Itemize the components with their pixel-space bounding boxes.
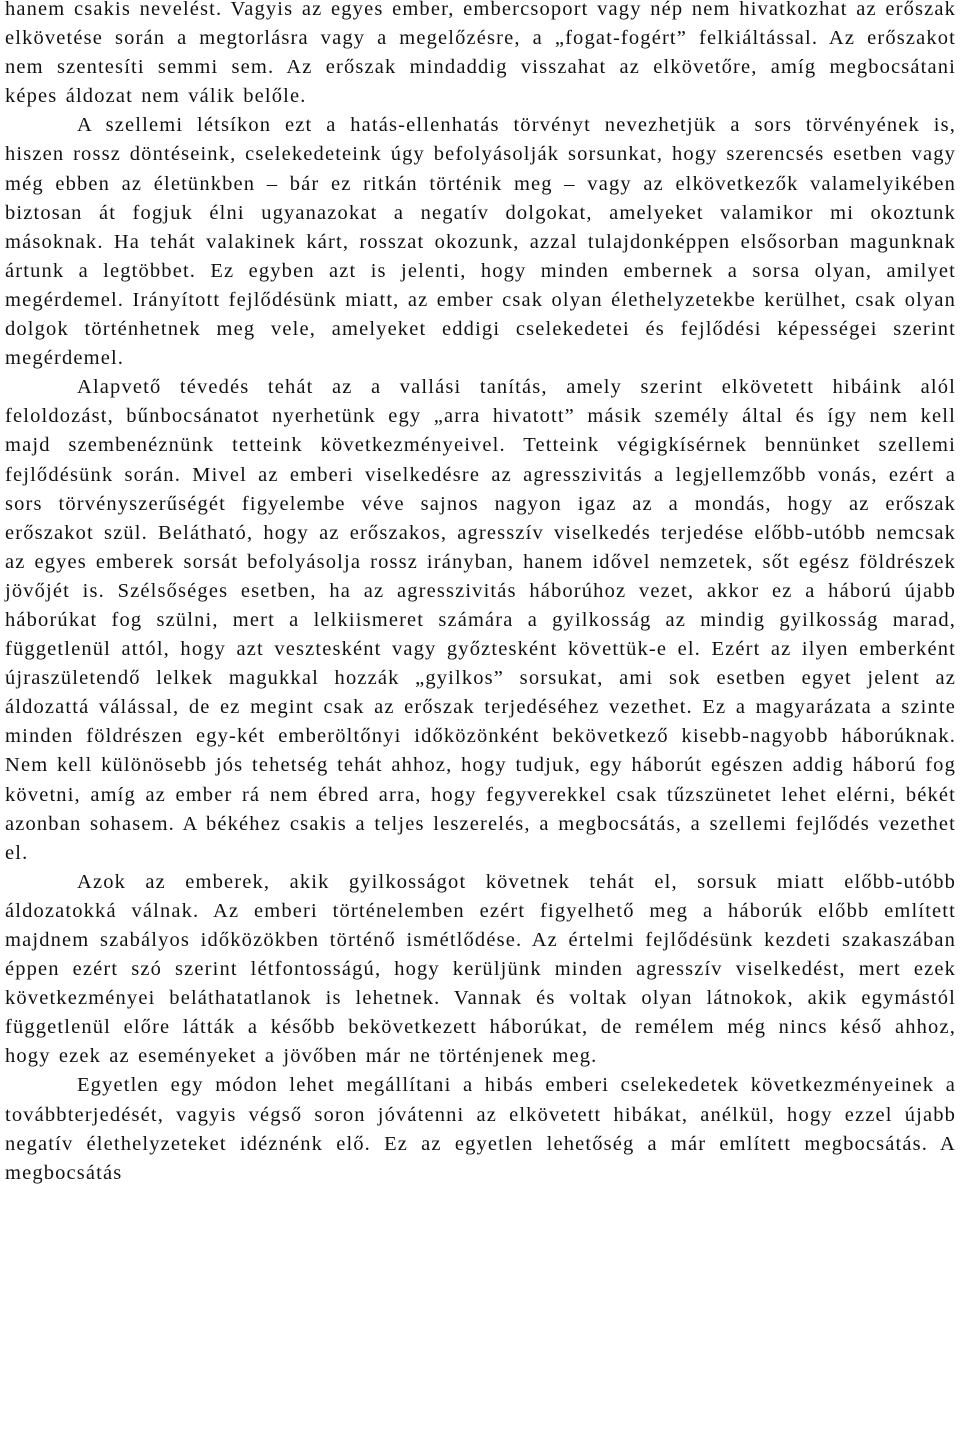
paragraph-3: Alapvető tévedés tehát az a vallási tanítás, amely szerint elkövetett hibáink alól feloldozást, bűnbocsánatot nyerhetünk egy „arra hivatott” másik személy által és így nem kell majd szembenéznünk tetteink következményeivel. Tetteink végigkísérnek bennünket szellemi fejlődésünk során. Mivel az emberi viselkedésre az agresszivitás a legjellemzőbb vonás, ezért a sors törvényszerűségét figyelembe véve sajnos nagyon igaz az a mondás, hogy az erőszak erőszakot szül. Belátható, hogy az erőszakos, agresszív viselkedés terjedése előbb-utóbb nemcsak az egyes emberek sorsát befolyásolja rossz irányban, hanem idővel nemzetek, sőt egész földrészek jövőjét is. Szélsőséges esetben, ha az agresszivitás háborúhoz vezet, akkor ez a háború újabb háborúkat fog szülni, mert a lelkiismeret számára a gyilkosság az mindig gyilkosság marad, függetlenül attól, hogy azt vesztesként vagy győztesként követtük-e el. Ezért az ilyen emberként újraszületendő lelkek magukkal hozzák „gyilkos” sorsukat, ami sok esetben egyet jelent az áldozattá válással, de ez megint csak az erőszak terjedéséhez vezethet. Ez a magyarázata a szinte minden földrészen egy-két emberöltőnyi időközönként bekövetkező kisebb-nagyobb háborúknak. Nem kell különösebb jós tehetség tehát ahhoz, hogy tudjuk, egy háborút egészen addig háború fog követni, amíg az ember rá nem ébred arra, hogy fegyverekkel csak tűzszünetet lehet elérni, békét azonban sohasem. A békéhez csakis a teljes leszerelés, a megbocsátás, a szellemi fejlődés vezethet el. [5, 376, 956, 864]
paragraph-2: A szellemi létsíkon ezt a hatás-ellenhatás törvényt nevezhetjük a sors törvényének is, hiszen rossz döntéseink, cselekedeteink úgy befolyásolják sorsunkat, hogy szerencsés esetben vagy még ebben az életünkben – bár ez ritkán történik meg – vagy az elkövetkezők valamelyikében biztosan át fogjuk élni ugyanazokat a negatív dolgokat, amelyeket valamikor mi okoztunk másoknak. Ha tehát valakinek kárt, rosszat okozunk, azzal tulajdonképpen elsősorban magunknak ártunk a legtöbbet. Ez egyben azt is jelenti, hogy minden embernek a sorsa olyan, amilyet megérdemel. Irányított fejlődésünk miatt, az ember csak olyan élethelyzetekbe kerülhet, csak olyan dolgok történhetnek meg vele, amelyeket eddigi cselekedetei és fejlődési képességei szerint megérdemel. [5, 114, 956, 370]
paragraph-4: Azok az emberek, akik gyilkosságot követnek tehát el, sorsuk miatt előbb-utóbb áldozatokká válnak. Az emberi történelemben ezért figyelhető meg a háborúk előbb említett majdnem szabályos időközökben történő ismétlődése. Az értelmi fejlődésünk kezdeti szakaszában éppen ezért szó szerint létfontosságú, hogy kerüljünk minden agresszív viselkedést, mert ezek következményei beláthatatlanok is lehetnek. Vannak és voltak olyan látnokok, akik egymástól függetlenül előre látták a később bekövetkezett háborúkat, de remélem még nincs késő ahhoz, hogy ezek az eseményeket a jövőben már ne történjenek meg. [5, 870, 956, 1068]
paragraph-5: Egyetlen egy módon lehet megállítani a hibás emberi cselekedetek következményeinek a továbbterjedését, vagyis végső soron jóvátenni az elkövetett hibákat, anélkül, hogy ezzel újabb negatív élethelyzeteket idéznénk elő. Ez az egyetlen lehetőség a már említett megbocsátás. A megbocsátás [5, 1074, 956, 1184]
paragraph-1: hanem csakis nevelést. Vagyis az egyes ember, embercsoport vagy nép nem hivatkozhat az erőszak elkövetése során a megtorlásra vagy a megelőzésre, a „fogat-fogért” felkiáltással. Az erőszakot nem szentesíti semmi sem. Az erőszak mindaddig visszahat az elkövetőre, amíg megbocsátani képes áldozat nem válik belőle. [5, 0, 956, 108]
